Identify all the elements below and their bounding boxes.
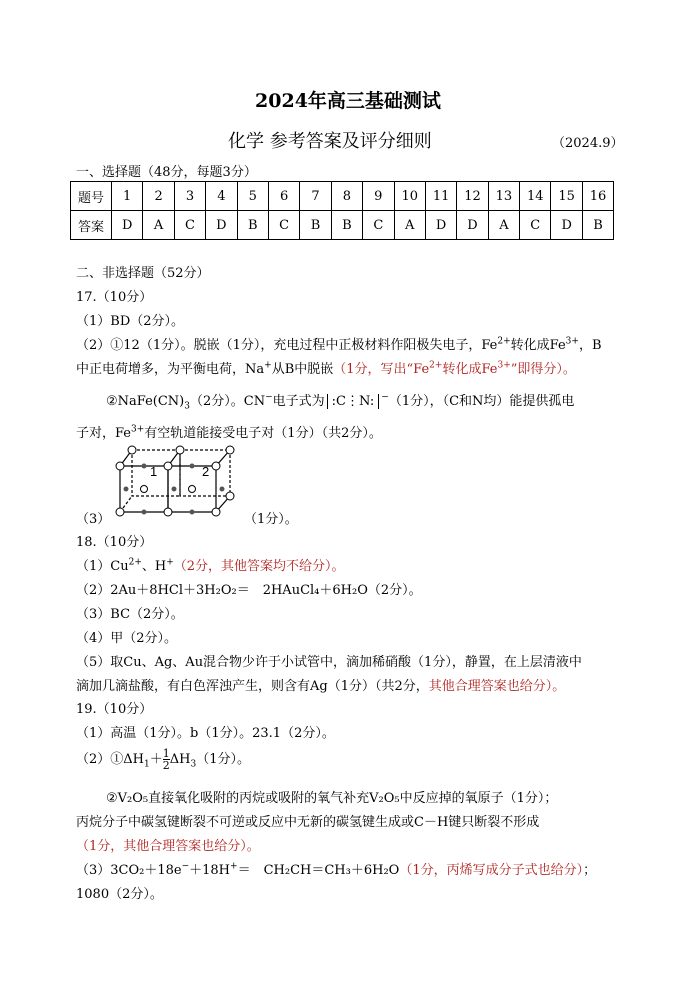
scoring-note: （2分，其他答案均不给分）。 <box>173 559 345 574</box>
subscript: 1 <box>144 759 150 770</box>
charge: 3+ <box>497 360 511 371</box>
answer-cell: C <box>174 211 205 240</box>
denominator: 2 <box>162 759 170 772</box>
text: 电子式为 <box>272 394 325 409</box>
cyanide-lewis-structure: :C⋮N: <box>327 394 380 409</box>
charge: + <box>230 861 238 872</box>
q17-part2-line1 <box>76 334 602 353</box>
page-title: 2024年高三基础测试 <box>255 90 441 112</box>
q19-part2-line2: ②V₂O₅直接氧化吸附的丙烷或吸附的氧气补充V₂O₅中反应掉的氧原子（1分）； <box>106 791 558 806</box>
question-number: 13 <box>488 182 519 211</box>
text: （1分，写出“Fe <box>333 362 430 377</box>
charge: + <box>264 360 272 371</box>
text: ”即得分）。 <box>510 362 576 377</box>
question-number: 14 <box>520 182 551 211</box>
question-number: 12 <box>457 182 488 211</box>
q18-part4: （4）甲（2分）。 <box>76 631 178 646</box>
subscript: 3 <box>190 759 197 770</box>
q18-title: 18.（10分） <box>76 535 153 550</box>
text: （1分），（C和N均）能提供孤电 <box>388 394 575 409</box>
q19-part2-line4: （1分，其他合理答案也给分）。 <box>76 839 260 854</box>
row-label-question: 题号 <box>71 182 112 211</box>
text: （3）3CO₂＋18e <box>76 863 182 878</box>
text: 子对，Fe <box>76 426 132 441</box>
charge: − <box>265 392 273 403</box>
text: ＝ CH₂CH＝CH₃＋6H₂O <box>237 863 400 878</box>
question-number: 2 <box>143 182 174 211</box>
q18-part5-line1: （5）取Cu、Ag、Au混合物少许于小试管中，滴加稀硝酸（1分），静置，在上层清液中 <box>76 655 582 670</box>
q17-part3-label: （3） <box>76 512 111 527</box>
question-number: 7 <box>300 182 331 211</box>
q19-title: 19.（10分） <box>76 702 153 717</box>
scoring-note <box>333 362 576 377</box>
q19-part2-line1 <box>76 748 250 771</box>
text: ②NaFe(CN) <box>106 394 185 409</box>
q19-part2-line3: 丙烷分子中碳氢键断裂不可逆或反应中无新的碳氢键生成或C－H键只断裂不形成 <box>76 815 540 830</box>
answer-cell: B <box>582 211 613 240</box>
text: （2）①ΔH <box>76 752 144 767</box>
text: ； <box>583 863 597 878</box>
answer-cell: C <box>520 211 551 240</box>
subscript: 3 <box>184 401 190 412</box>
section2-heading: 二、非选择题（52分） <box>76 266 210 281</box>
answer-cell: D <box>551 211 582 240</box>
cell-label-1: 1 <box>150 464 158 479</box>
text: 从B中脱嵌 <box>271 362 334 377</box>
text: （1）Cu <box>76 559 129 574</box>
question-number: 6 <box>268 182 299 211</box>
text: 、H <box>141 559 167 574</box>
charge: + <box>166 557 174 568</box>
answer-cell: C <box>363 211 394 240</box>
answer-cell: A <box>394 211 425 240</box>
question-row <box>71 182 614 211</box>
text: 滴加几滴盐酸，有白色浑浊产生，则含有Ag（1分）（共2分， <box>76 679 429 694</box>
answer-cell: B <box>331 211 362 240</box>
answer-table <box>70 181 614 240</box>
text: ＋ <box>149 752 163 767</box>
text: 转化成Fe <box>442 362 498 377</box>
question-number: 16 <box>582 182 613 211</box>
question-number: 3 <box>174 182 205 211</box>
question-number: 4 <box>206 182 237 211</box>
question-number: 15 <box>551 182 582 211</box>
question-number: 10 <box>394 182 425 211</box>
text: （2分）。CN <box>189 394 266 409</box>
q18-part5-line2 <box>76 675 565 694</box>
question-number: 11 <box>425 182 456 211</box>
question-number: 8 <box>331 182 362 211</box>
q17-title: 17.（10分） <box>76 290 153 305</box>
text: ΔH <box>169 752 191 767</box>
text: （1分）。 <box>196 752 250 767</box>
q17-part1-text: （1）BD（2分）。 <box>76 314 185 329</box>
numerator: 1 <box>162 747 170 760</box>
q17-part2-line2 <box>76 358 576 377</box>
text: （2）①12（1分）。脱嵌（1分），充电过程中正极材料作阳极失电子，Fe <box>76 338 498 353</box>
text: 有空轨道能接受电子对（1分）（共2分）。 <box>144 426 382 441</box>
q19-part3-line2: 1080（2分）。 <box>76 887 163 902</box>
page-subtitle: 化学 参考答案及评分细则 <box>228 131 432 152</box>
q17-part3-score: （1分）。 <box>244 512 298 527</box>
answer-cell: B <box>237 211 268 240</box>
answer-cell: D <box>206 211 237 240</box>
charge: − <box>181 861 190 872</box>
answer-row <box>71 211 614 240</box>
answer-cell: D <box>425 211 456 240</box>
charge: − <box>381 392 389 403</box>
scoring-note: （1分，丙烯写成分子式也给分） <box>399 863 584 878</box>
cell-label-2: 2 <box>202 464 210 479</box>
charge: 2+ <box>128 557 142 568</box>
question-number: 1 <box>112 182 143 211</box>
scoring-note: 其他合理答案也给分）。 <box>428 679 566 694</box>
charge: 2+ <box>497 336 511 347</box>
q18-part2: （2）2Au＋8HCl＋3H₂O₂＝ 2HAuCl₄＋6H₂O（2分）。 <box>76 583 422 598</box>
q19-part1: （1）高温（1分）。b（1分）。23.1（2分）。 <box>76 726 335 741</box>
q18-part1 <box>76 555 345 574</box>
answer-cell: A <box>143 211 174 240</box>
q17-part1 <box>76 310 184 329</box>
test-date: （2024.9） <box>552 136 624 151</box>
question-number: 5 <box>237 182 268 211</box>
answer-cell: A <box>488 211 519 240</box>
fraction <box>163 748 170 771</box>
answer-cell: C <box>268 211 299 240</box>
charge: 3+ <box>565 336 579 347</box>
text: 中正电荷增多，为平衡电荷，Na <box>76 362 265 377</box>
answer-cell: D <box>457 211 488 240</box>
charge: 3+ <box>131 424 145 435</box>
question-number: 9 <box>363 182 394 211</box>
q17-part2-line3 <box>106 390 574 412</box>
q17-part2-line4 <box>76 422 382 441</box>
row-label-answer: 答案 <box>71 211 112 240</box>
crystal-cell-diagram <box>108 440 242 520</box>
text: 转化成Fe <box>510 338 566 353</box>
answer-cell: B <box>300 211 331 240</box>
section1-heading: 一、选择题（48分，每题3分） <box>76 165 257 180</box>
text: ，B <box>578 338 602 353</box>
charge: 2+ <box>429 360 443 371</box>
q19-part3-line1 <box>76 859 596 878</box>
answer-cell: D <box>112 211 143 240</box>
q18-part3: （3）BC（2分）。 <box>76 607 184 622</box>
text: ＋18H <box>189 863 231 878</box>
